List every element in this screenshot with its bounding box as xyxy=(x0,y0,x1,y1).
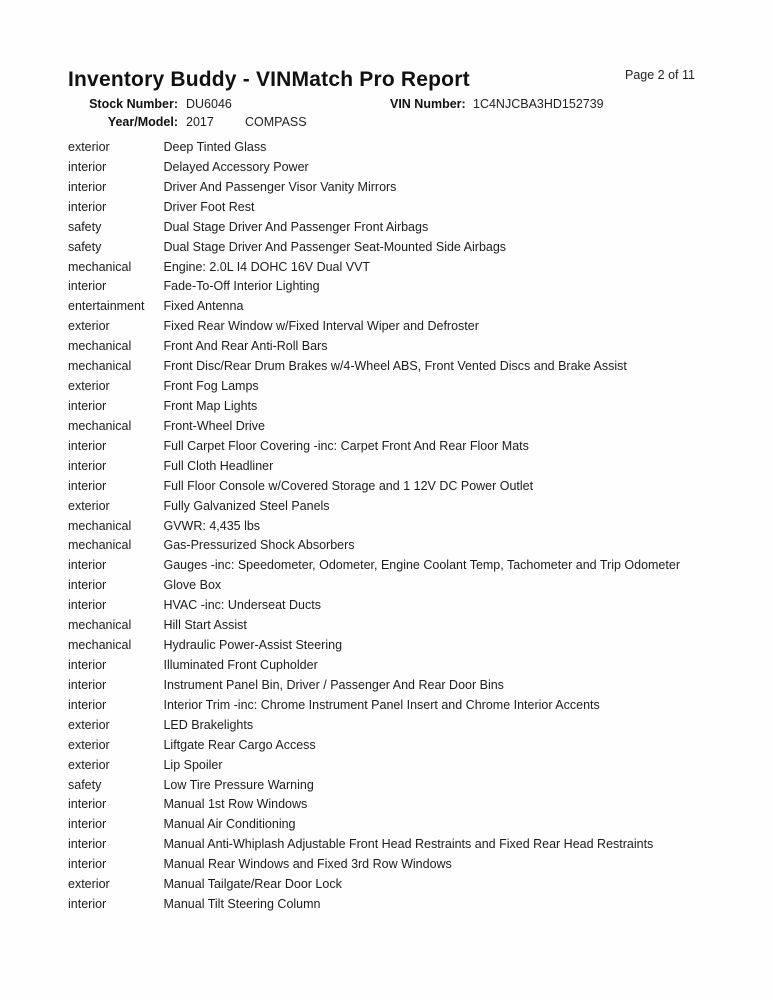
year-model-row xyxy=(0,115,773,131)
feature-row xyxy=(0,616,773,636)
feature-description: Instrument Panel Bin, Driver / Passenger And Rear Door Bins xyxy=(163,677,504,692)
feature-row xyxy=(0,676,773,696)
feature-row xyxy=(0,875,773,895)
feature-category: exterior xyxy=(68,757,110,772)
model-value: COMPASS xyxy=(245,115,307,129)
features-list xyxy=(0,138,773,915)
feature-category: interior xyxy=(68,697,107,712)
feature-row xyxy=(0,258,773,278)
feature-category: interior xyxy=(68,199,107,214)
feature-row xyxy=(0,636,773,656)
feature-category: mechanical xyxy=(68,359,132,374)
feature-category: safety xyxy=(68,239,102,254)
feature-row xyxy=(0,656,773,676)
feature-category: exterior xyxy=(68,498,110,513)
feature-row xyxy=(0,337,773,357)
stock-number-value: DU6046 xyxy=(186,97,232,111)
feature-description: Fixed Antenna xyxy=(163,299,244,314)
feature-row xyxy=(0,158,773,178)
feature-row xyxy=(0,517,773,537)
feature-description: Delayed Accessory Power xyxy=(163,159,309,174)
feature-description: Manual Rear Windows and Fixed 3rd Row Windows xyxy=(163,857,452,872)
feature-category: interior xyxy=(68,558,107,573)
page-number-indicator: Page 2 of 11 xyxy=(625,68,695,82)
feature-category: mechanical xyxy=(68,259,132,274)
feature-category: safety xyxy=(68,777,102,792)
feature-description: Liftgate Rear Cargo Access xyxy=(163,737,316,752)
feature-category: mechanical xyxy=(68,339,132,354)
feature-category: interior xyxy=(68,179,107,194)
feature-row xyxy=(0,835,773,855)
feature-description: Manual 1st Row Windows xyxy=(163,797,308,812)
feature-description: Driver Foot Rest xyxy=(163,199,255,214)
feature-category: entertainment xyxy=(68,299,145,314)
stock-number-label: Stock Number: xyxy=(89,97,178,111)
feature-row xyxy=(0,716,773,736)
feature-row xyxy=(0,238,773,258)
feature-category: exterior xyxy=(68,379,110,394)
feature-category: interior xyxy=(68,857,107,872)
feature-row xyxy=(0,696,773,716)
feature-row xyxy=(0,756,773,776)
feature-row xyxy=(0,198,773,218)
feature-row xyxy=(0,536,773,556)
feature-description: Front Fog Lamps xyxy=(163,379,259,394)
feature-description: Fully Galvanized Steel Panels xyxy=(163,498,330,513)
feature-row xyxy=(0,417,773,437)
feature-row xyxy=(0,218,773,238)
feature-row xyxy=(0,556,773,576)
feature-category: interior xyxy=(68,438,107,453)
feature-category: exterior xyxy=(68,877,110,892)
feature-description: Full Cloth Headliner xyxy=(163,458,274,473)
feature-row xyxy=(0,437,773,457)
feature-row xyxy=(0,317,773,337)
feature-category: interior xyxy=(68,897,107,912)
page-title: Inventory Buddy - VINMatch Pro Report xyxy=(68,68,470,91)
feature-category: interior xyxy=(68,657,107,672)
feature-row xyxy=(0,277,773,297)
feature-description: Lip Spoiler xyxy=(163,757,223,772)
feature-row xyxy=(0,297,773,317)
feature-category: mechanical xyxy=(68,618,132,633)
feature-category: safety xyxy=(68,219,102,234)
feature-category: exterior xyxy=(68,140,110,154)
feature-category: mechanical xyxy=(68,418,132,433)
feature-description: Hydraulic Power-Assist Steering xyxy=(163,638,343,653)
feature-description: Dual Stage Driver And Passenger Front Airbags xyxy=(163,219,429,234)
feature-category: interior xyxy=(68,458,107,473)
feature-description: Fade-To-Off Interior Lighting xyxy=(163,279,320,294)
feature-category: mechanical xyxy=(68,538,132,553)
feature-description: Front Map Lights xyxy=(163,398,258,413)
feature-description: LED Brakelights xyxy=(163,717,254,732)
feature-row xyxy=(0,138,773,158)
feature-category: mechanical xyxy=(68,518,132,533)
feature-category: interior xyxy=(68,837,107,852)
feature-description: Manual Air Conditioning xyxy=(163,817,296,832)
stock-vin-row xyxy=(0,97,773,113)
feature-description: Gauges -inc: Speedometer, Odometer, Engine Coolant Temp, Tachometer and Trip Odometer xyxy=(163,558,680,573)
feature-category: exterior xyxy=(68,319,110,334)
feature-description: HVAC -inc: Underseat Ducts xyxy=(163,598,321,613)
feature-description: Glove Box xyxy=(163,578,222,593)
feature-description: Deep Tinted Glass xyxy=(163,140,267,154)
feature-row xyxy=(0,397,773,417)
year-model-label: Year/Model: xyxy=(107,115,178,129)
feature-row xyxy=(0,477,773,497)
feature-category: mechanical xyxy=(68,638,132,653)
year-value: 2017 xyxy=(186,115,214,129)
feature-description: Full Carpet Floor Covering -inc: Carpet Front And Rear Floor Mats xyxy=(163,438,529,453)
feature-description: Dual Stage Driver And Passenger Seat-Mounted Side Airbags xyxy=(163,239,507,254)
feature-category: exterior xyxy=(68,717,110,732)
feature-row xyxy=(0,596,773,616)
feature-description: Engine: 2.0L I4 DOHC 16V Dual VVT xyxy=(163,259,371,274)
feature-row xyxy=(0,736,773,756)
feature-description: Illuminated Front Cupholder xyxy=(163,657,318,672)
feature-description: Low Tire Pressure Warning xyxy=(163,777,314,792)
vin-number-label: VIN Number: xyxy=(390,97,466,111)
feature-row xyxy=(0,795,773,815)
feature-description: Front And Rear Anti-Roll Bars xyxy=(163,339,328,354)
feature-description: Manual Tilt Steering Column xyxy=(163,897,321,912)
feature-row xyxy=(0,357,773,377)
feature-description: Manual Tailgate/Rear Door Lock xyxy=(163,877,342,892)
feature-row xyxy=(0,178,773,198)
feature-description: Fixed Rear Window w/Fixed Interval Wiper and Defroster xyxy=(163,319,479,334)
feature-row xyxy=(0,457,773,477)
feature-category: interior xyxy=(68,159,107,174)
feature-description: Front-Wheel Drive xyxy=(163,418,265,433)
feature-row xyxy=(0,855,773,875)
feature-description: Driver And Passenger Visor Vanity Mirrors xyxy=(163,179,397,194)
feature-row xyxy=(0,576,773,596)
feature-description: Hill Start Assist xyxy=(163,618,247,633)
feature-category: interior xyxy=(68,578,107,593)
feature-category: interior xyxy=(68,677,107,692)
feature-row xyxy=(0,815,773,835)
feature-description: Interior Trim -inc: Chrome Instrument Panel Insert and Chrome Interior Accents xyxy=(163,697,600,712)
feature-category: interior xyxy=(68,797,107,812)
feature-row xyxy=(0,895,773,915)
feature-description: Gas-Pressurized Shock Absorbers xyxy=(163,538,355,553)
feature-category: interior xyxy=(68,398,107,413)
feature-description: GVWR: 4,435 lbs xyxy=(163,518,261,533)
feature-category: interior xyxy=(68,279,107,294)
feature-category: interior xyxy=(68,598,107,613)
feature-description: Front Disc/Rear Drum Brakes w/4-Wheel ABS, Front Vented Discs and Brake Assist xyxy=(163,359,627,374)
feature-description: Manual Anti-Whiplash Adjustable Front Head Restraints and Fixed Rear Head Restraints xyxy=(163,837,654,852)
vin-number-value: 1C4NJCBA3HD152739 xyxy=(473,97,604,111)
feature-row xyxy=(0,776,773,796)
feature-description: Full Floor Console w/Covered Storage and 1 12V DC Power Outlet xyxy=(163,478,534,493)
feature-category: interior xyxy=(68,817,107,832)
feature-category: exterior xyxy=(68,737,110,752)
feature-row xyxy=(0,377,773,397)
feature-row xyxy=(0,497,773,517)
feature-category: interior xyxy=(68,478,107,493)
